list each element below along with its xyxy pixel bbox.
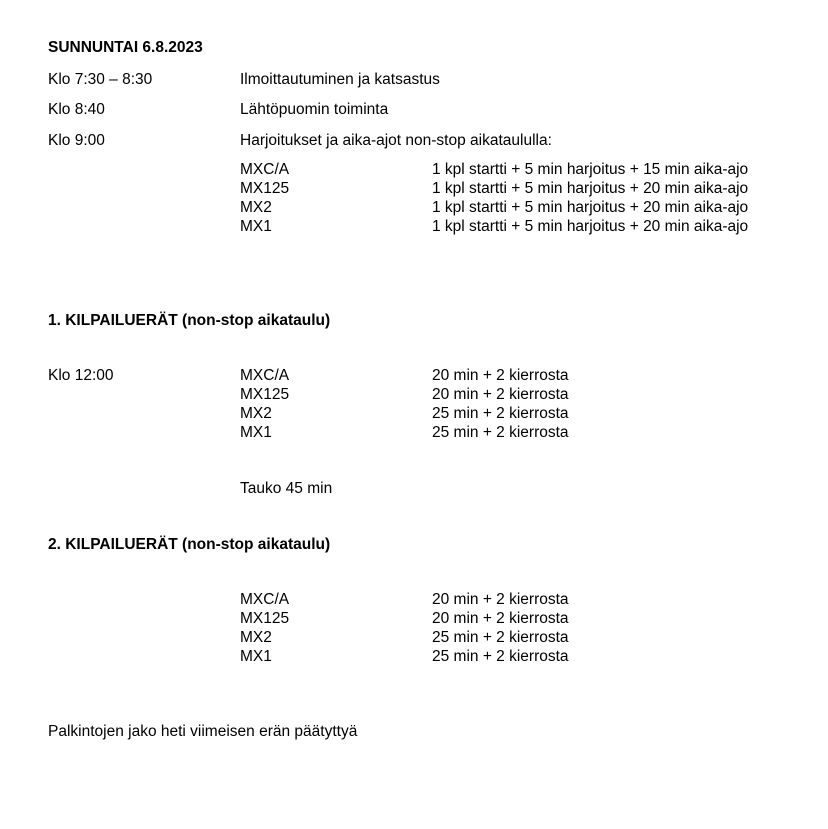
schedule-time-2: Klo 8:40 <box>48 101 105 118</box>
round2-class: MX2 <box>240 629 272 646</box>
round2-heading: 2. KILPAILUERÄT (non-stop aikataulu) <box>48 536 331 553</box>
schedule-desc-1: Ilmoittautuminen ja katsastus <box>240 71 440 88</box>
round1-heading: 1. KILPAILUERÄT (non-stop aikataulu) <box>48 312 331 329</box>
round2-detail: 25 min + 2 kierrosta <box>432 629 569 646</box>
round1-detail: 20 min + 2 kierrosta <box>432 367 569 384</box>
schedule-desc-2: Lähtöpuomin toiminta <box>240 101 389 118</box>
round1-class: MX2 <box>240 405 272 422</box>
practice-class: MX2 <box>240 199 272 216</box>
schedule-time-3: Klo 9:00 <box>48 132 105 149</box>
practice-detail: 1 kpl startti + 5 min harjoitus + 20 min aika-ajo <box>432 218 749 235</box>
round1-time: Klo 12:00 <box>48 367 114 384</box>
day-heading: SUNNUNTAI 6.8.2023 <box>48 39 203 56</box>
round1-break: Tauko 45 min <box>240 480 333 497</box>
round2-class: MX125 <box>240 610 290 627</box>
round2-detail: 20 min + 2 kierrosta <box>432 591 569 608</box>
footer-note: Palkintojen jako heti viimeisen erän päätyttyä <box>48 723 358 740</box>
schedule-time-1: Klo 7:30 – 8:30 <box>48 71 153 88</box>
round2-class: MXC/A <box>240 591 290 608</box>
practice-class: MXC/A <box>240 161 290 178</box>
practice-class: MX125 <box>240 180 290 197</box>
practice-detail: 1 kpl startti + 5 min harjoitus + 20 min aika-ajo <box>432 180 749 197</box>
practice-class: MX1 <box>240 218 272 235</box>
round1-class: MX1 <box>240 424 272 441</box>
round1-class: MX125 <box>240 386 290 403</box>
round1-class: MXC/A <box>240 367 290 384</box>
practice-detail: 1 kpl startti + 5 min harjoitus + 15 min aika-ajo <box>432 161 749 178</box>
practice-detail: 1 kpl startti + 5 min harjoitus + 20 min aika-ajo <box>432 199 749 216</box>
schedule-desc-3: Harjoitukset ja aika-ajot non-stop aikataululla: <box>240 132 552 149</box>
round1-detail: 25 min + 2 kierrosta <box>432 405 569 422</box>
round1-detail: 20 min + 2 kierrosta <box>432 386 569 403</box>
round1-detail: 25 min + 2 kierrosta <box>432 424 569 441</box>
round2-class: MX1 <box>240 648 272 665</box>
round2-detail: 25 min + 2 kierrosta <box>432 648 569 665</box>
round2-detail: 20 min + 2 kierrosta <box>432 610 569 627</box>
